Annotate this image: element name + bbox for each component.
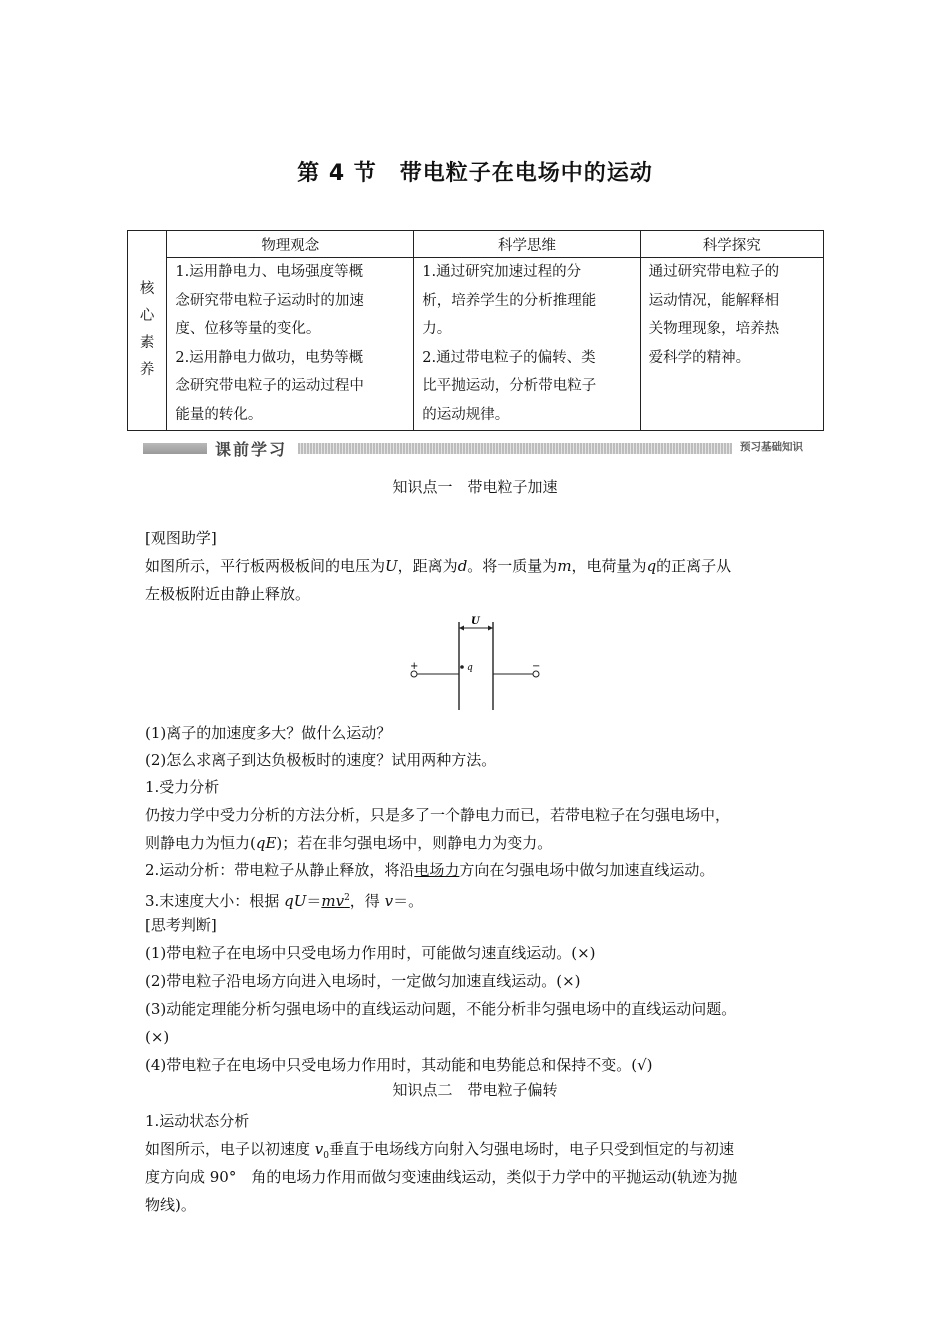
text: 垂直于电场线方向射入匀强电场时，电子只受到恒定的与初速 <box>329 1140 735 1158</box>
section-banner <box>143 437 813 459</box>
judgement-2: (2)带电粒子沿电场方向进入电场时，一定做匀加速直线运动。(×) <box>145 972 581 990</box>
var-d: d <box>457 557 468 575</box>
header-scientific-inquiry: 科学探究 <box>640 231 823 258</box>
underlined-answer: 电场力 <box>414 861 460 879</box>
var-v0: v <box>314 1140 324 1158</box>
cell-line: 通过研究带电粒子的 <box>648 264 780 280</box>
cell-line: 关物理现象，培养热 <box>648 321 780 338</box>
point-1-line-1: 仍按力学中受力分析的方法分析，只是多了一个静电力而已，若带电粒子在匀强电场中， <box>145 806 731 824</box>
question-1: (1)离子的加速度多大？做什么运动？ <box>145 724 392 742</box>
scientific-inquiry-cell <box>640 258 823 431</box>
point-2 <box>145 856 825 884</box>
point-1-title: 1.受力分析 <box>145 778 220 796</box>
cell-line: 爱科学的精神。 <box>648 349 751 366</box>
var-qU: qU <box>284 892 307 910</box>
cell-line: 比平抛运动，分析带电粒子 <box>422 378 597 395</box>
superscript: 2 <box>344 893 350 903</box>
cell-line: 度、位移等量的变化。 <box>175 321 321 338</box>
cell-line: 能量的转化。 <box>175 406 263 423</box>
question-2: (2)怎么求离子到达负极板时的速度？试用两种方法。 <box>145 751 497 769</box>
side-label-char: 心 <box>139 308 155 325</box>
var-q: q <box>646 557 657 575</box>
intro-line-2: 左极板附近由静止释放。 <box>145 585 311 603</box>
text: 2.运动分析：带电粒子从静止释放，将沿 <box>145 861 415 879</box>
scientific-thinking-cell <box>414 258 640 431</box>
cell-line: 念研究带电粒子运动时的加速 <box>175 292 364 309</box>
judge-label: [思考判断] <box>145 916 217 934</box>
section2-point-1-title: 1.运动状态分析 <box>145 1112 250 1130</box>
page-title: 第 4 节 带电粒子在电场中的运动 <box>297 161 653 186</box>
point-1-line-2 <box>145 829 825 857</box>
cell-line: 的运动规律。 <box>422 406 510 423</box>
text: 如图所示，平行板两极板间的电压为 <box>145 557 386 575</box>
text: 3.末速度大小：根据 <box>145 892 285 910</box>
text: 如图所示，电子以初速度 <box>145 1140 315 1158</box>
header-scientific-thinking: 科学思维 <box>414 231 640 258</box>
cell-line: 力。 <box>422 321 452 338</box>
var-qE: qE <box>255 834 277 852</box>
judgement-4: (4)带电粒子在电场中只受电场力作用时，其动能和电势能总和保持不变。(√) <box>145 1056 653 1074</box>
var-mv: mv <box>321 892 345 910</box>
charge-dot <box>460 665 464 669</box>
text: 方向在匀强电场中做匀加速直线运动。 <box>459 861 715 879</box>
cell-line: 运动情况，能解释相 <box>648 292 780 309</box>
core-literacy-label <box>128 231 167 431</box>
section1-heading: 知识点一 带电粒子加速 <box>392 478 558 496</box>
text: ，得 <box>349 892 385 910</box>
voltage-label: U <box>471 616 480 627</box>
physics-concept-cell <box>167 258 414 431</box>
arrow-head-right <box>488 626 493 631</box>
banner-bar-left <box>143 443 207 454</box>
cell-line: 1.运用静电力、电场强度等概 <box>175 264 364 280</box>
subscript: 0 <box>323 1151 329 1161</box>
var-m: m <box>557 557 572 575</box>
section2-line-3: 物线)。 <box>145 1196 196 1214</box>
underlined-answer <box>321 892 349 910</box>
intro-line-1 <box>145 552 825 580</box>
side-label-char: 养 <box>139 362 155 379</box>
judgement-3-answer: (×) <box>145 1028 170 1046</box>
text: ，距离为 <box>397 557 458 575</box>
cell-line: 2.运用静电力做功，电势等概 <box>175 349 364 366</box>
banner-tag: 预习基础知识 <box>732 439 813 454</box>
judgement-3: (3)动能定理能分析匀强电场中的直线运动问题，不能分析非匀强电场中的直线运动问题。 <box>145 1000 737 1018</box>
section2-heading: 知识点二 带电粒子偏转 <box>392 1081 558 1099</box>
text: ＝。 <box>393 892 424 910</box>
charge-label: q <box>467 663 473 673</box>
cell-line: 析，培养学生的分析推理能 <box>422 292 597 309</box>
minus-label: − <box>532 661 541 672</box>
section2-line-2: 度方向成 90° 角的电场力作用而做匀变速曲线运动，类似于力学中的平抛运动(轨迹为抛 <box>145 1168 738 1186</box>
text: ，电荷量为 <box>571 557 647 575</box>
core-literacy-table <box>127 230 824 431</box>
var-U: U <box>385 557 398 575</box>
plus-label: + <box>410 661 419 672</box>
cell-line: 1.通过研究加速过程的分 <box>422 264 582 280</box>
cell-line: 2.通过带电粒子的偏转、类 <box>422 349 596 366</box>
parallel-plate-diagram <box>405 612 545 716</box>
arrow-head-left <box>459 626 464 631</box>
text: 则静电力为恒力( <box>145 834 256 852</box>
text: )；若在非匀强电场中，则静电力为变力。 <box>276 834 553 852</box>
observe-label: [观图助学] <box>145 529 217 547</box>
side-label-char: 素 <box>139 335 155 352</box>
judgement-1: (1)带电粒子在电场中只受电场力作用时，可能做匀速直线运动。(×) <box>145 944 596 962</box>
side-label-char: 核 <box>139 281 155 298</box>
banner-label: 课前学习 <box>215 440 288 459</box>
text: ＝ <box>306 892 322 910</box>
cell-line: 念研究带电粒子的运动过程中 <box>175 378 364 395</box>
header-physics-concept: 物理观念 <box>167 231 414 258</box>
text: 。将一质量为 <box>467 557 558 575</box>
text: 的正离子从 <box>656 557 732 575</box>
var-v: v <box>384 892 394 910</box>
